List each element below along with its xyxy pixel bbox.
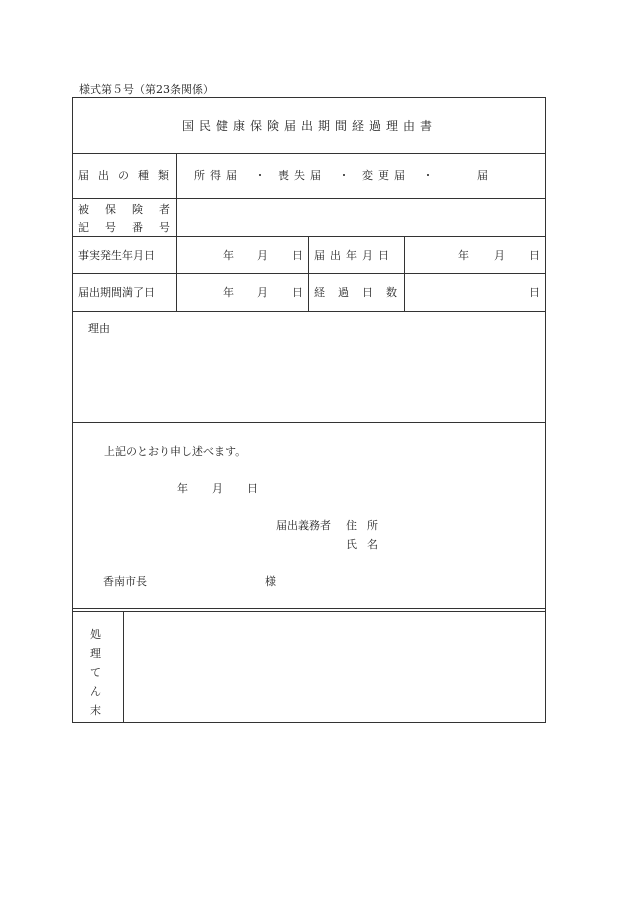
option-separator-3: ・ <box>422 169 434 182</box>
filing-month: 月 <box>494 249 505 262</box>
addressee-honorific: 様 <box>265 575 276 588</box>
rule-title <box>72 153 546 154</box>
option-separator-1: ・ <box>254 169 266 182</box>
declaration-statement: 上記のとおり申し述べます。 <box>104 445 247 458</box>
declaration-month: 月 <box>212 482 223 495</box>
option-loss: 喪失届 <box>278 169 326 182</box>
rule-period <box>72 311 546 312</box>
form-number-label: 様式第５号（第23条関係） <box>79 83 214 96</box>
form-title: 国民健康保険届出期間経過理由書 <box>182 119 438 133</box>
period-end-month: 月 <box>257 286 268 299</box>
notification-type-suffix: 届 <box>477 169 488 182</box>
rule-dates <box>72 273 546 274</box>
processing-char-4: ん <box>90 685 101 698</box>
elapsed-days-label: 経過日数 <box>314 286 410 299</box>
form-border <box>72 97 546 723</box>
address-label: 住所 <box>346 519 388 532</box>
filing-year: 年 <box>458 249 469 262</box>
declaration-day: 日 <box>247 482 258 495</box>
name-label: 氏名 <box>346 538 388 551</box>
addressee: 香南市長 <box>103 575 147 588</box>
rule-right-column <box>404 236 405 311</box>
rule-declaration-1 <box>72 608 546 609</box>
option-change: 変更届 <box>362 169 410 182</box>
declaration-year: 年 <box>177 482 188 495</box>
filing-date-label: 届出年月日 <box>314 249 394 262</box>
filing-day: 日 <box>529 249 540 262</box>
processing-char-5: 末 <box>90 704 101 717</box>
option-income: 所得届 <box>194 169 242 182</box>
rule-type <box>72 198 546 199</box>
period-end-year: 年 <box>223 286 234 299</box>
option-separator-2: ・ <box>338 169 350 182</box>
processing-label <box>90 625 101 720</box>
reason-label: 理由 <box>88 322 110 335</box>
period-end-label: 届出期間満了日 <box>78 286 155 299</box>
reason-form <box>72 97 546 723</box>
occurrence-date-label: 事実発生年月日 <box>78 249 155 262</box>
processing-char-1: 処 <box>90 628 101 641</box>
insured-label-line2: 記号番号 <box>78 221 186 234</box>
insured-label-line1: 被保険者 <box>78 203 186 216</box>
obligor-label: 届出義務者 <box>276 519 331 532</box>
rule-number <box>72 236 546 237</box>
notification-type-options <box>194 170 443 181</box>
rule-processing-column <box>123 611 124 723</box>
occurrence-year: 年 <box>223 249 234 262</box>
occurrence-month: 月 <box>257 249 268 262</box>
rule-reason <box>72 422 546 423</box>
processing-char-2: 理 <box>90 647 101 660</box>
elapsed-days-unit: 日 <box>529 286 540 299</box>
notification-type-label: 届出の種類 <box>78 169 178 182</box>
occurrence-day: 日 <box>292 249 303 262</box>
rule-declaration-2 <box>72 611 546 612</box>
processing-char-3: て <box>90 666 101 679</box>
rule-middle-column <box>308 236 309 311</box>
period-end-day: 日 <box>292 286 303 299</box>
